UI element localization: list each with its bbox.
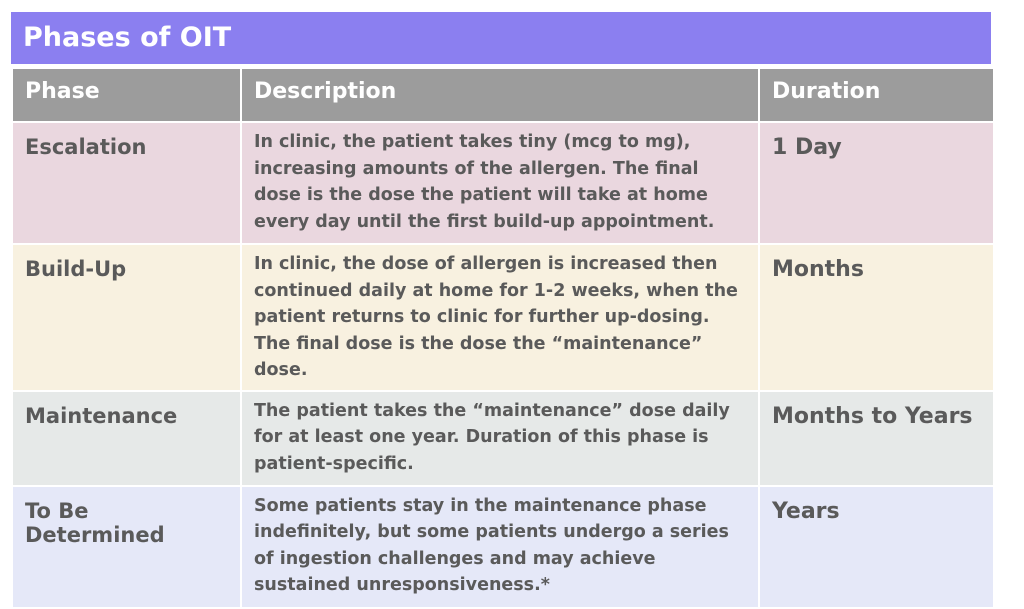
description-cell: In clinic, the patient takes tiny (mcg to mg), increasing amounts of the allergen. The final dose is the dose the patient will take at home every day until the first build-up appointment. (241, 122, 759, 244)
table-row-to-be-determined (12, 486, 994, 608)
table-header-row (12, 68, 994, 122)
description-cell: The patient takes the “maintenance” dose daily for at least one year. Duration of this phase is patient-specific. (241, 391, 759, 486)
header-duration: Duration (759, 68, 994, 122)
phase-cell: Build-Up (12, 244, 241, 391)
description-cell: Some patients stay in the maintenance phase indefinitely, but some patients undergo a series of ingestion challenges and may achieve sustained unresponsiveness.* (241, 486, 759, 608)
phase-cell: Maintenance (12, 391, 241, 486)
table-row-build-up (12, 244, 994, 391)
duration-cell: Months (759, 244, 994, 391)
table-row-escalation (12, 122, 994, 244)
phase-cell: To Be Determined (12, 486, 241, 608)
phase-cell: Escalation (12, 122, 241, 244)
duration-cell: Years (759, 486, 994, 608)
duration-cell: 1 Day (759, 122, 994, 244)
slide-title: Phases of OIT (11, 12, 991, 64)
header-description: Description (241, 68, 759, 122)
description-cell: In clinic, the dose of allergen is increased then continued daily at home for 1-2 weeks, when the patient returns to clinic for further up-dosing. The final dose is the dose the “maintenance” dose. (241, 244, 759, 391)
table-row-maintenance (12, 391, 994, 486)
phases-table (11, 67, 995, 609)
header-phase: Phase (12, 68, 241, 122)
duration-cell: Months to Years (759, 391, 994, 486)
